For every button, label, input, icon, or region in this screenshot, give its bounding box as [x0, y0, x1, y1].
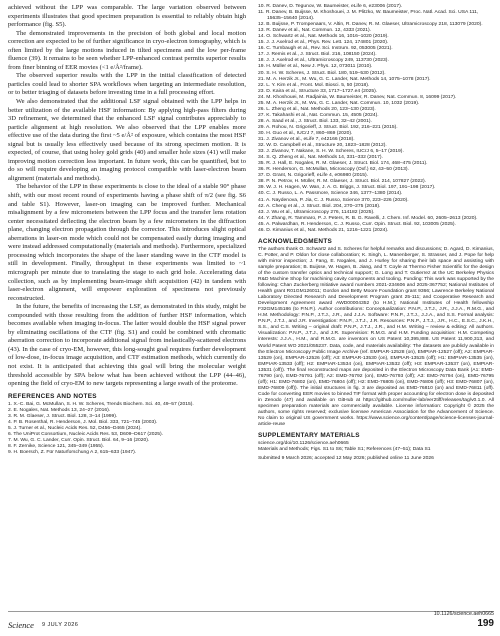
- reference-item: 39. W. J. H. Hagen, W. Wan, J. A. G. Briggs, J. Struct. Biol. 197, 191–198 (2017).: [258, 185, 436, 191]
- reference-item: 4. P. B. Rosenthal, R. Henderson, J. Mol. Biol. 333, 721–745 (2003).: [8, 419, 158, 425]
- reference-item: 21. M. A. Herzik Jr., M. Wu, G. C. Lander, Nat. Methods 14, 1075–1078 (2017).: [258, 76, 431, 82]
- references-list-left: [8, 402, 246, 456]
- reference-item: 38. P. N. Petrov, H. Müller, R. M. Glaeser, J. Struct. Biol. 214, 107827 (2022).: [258, 179, 427, 185]
- reference-item: 16. C. Turnbaugh et al., Rev. Sci. Instrum. 92, 053005 (2021).: [258, 46, 393, 52]
- reference-item: 18. J. J. Axelrod et al., Ultramicroscopy 249, 113730 (2023).: [258, 58, 389, 64]
- supplementary-heading: SUPPLEMENTARY MATERIALS: [258, 432, 360, 440]
- body-paragraph: The observed superior results with the LPP in the initial classification of detected particles could lead to shorter SPA workflows when targeting an intermediate resolution, or to better triaging of datasets before investing time in a full processing effort.: [8, 72, 246, 97]
- reference-item: 5. J. Turner et al., Nucleic Acids Res. 52, D456–D465 (2024).: [8, 425, 142, 431]
- reference-item: 32. W. D. Campbell et al., Structure 20, 1823–1828 (2012).: [258, 143, 387, 149]
- page-footer: [8, 611, 494, 632]
- doi-link[interactable]: 10.1126/science.aeh0665: [433, 611, 494, 617]
- reference-item: 37. D. Grant, N. Grigorieff, eLife 4, e06980 (2015).: [258, 173, 368, 179]
- supplementary-contents: Materials and Methods; Figs. S1 to S6; Table S1; References (47–51); Data S1: [258, 447, 431, 453]
- reference-item: 8. F. Zernike, Science 121, 345–349 (1955).: [8, 443, 105, 449]
- reference-item: 14. O. Schwartz et al., Nat. Methods 16, 1016–1020 (2019).: [258, 34, 389, 40]
- reference-item: 9. H. Boersch, Z. Für Naturforschung A 2, 615–633 (1947).: [8, 449, 137, 455]
- body-paragraph: In the future, the benefits of increasing the LSF, as demonstrated in this study, might be compounded with those resulting from the addition of further HSF information, which becomes available when imaging in-focus. The latter would double the HSF signal power by eliminating oscillations of the CTF (fig. S1) and could be combined with chromatic aberration correction to incorporate additional signal from inelastically-scattered electrons (43). In the case of cryo-EM, however, this long-sought goal requires further development of low-dose, in-focus image acquisition, and CTF estimation methods, which currently do not exist. It is anticipated that achieving this goal will bring the molecular weight threshold accessible by SPA below what has been achieved without the LPP (44–46), opening the field of cryo-EM to new targets representing a large swath of the proteome.: [8, 303, 246, 388]
- reference-item: 19. H. Müller et al., New J. Phys. 12, 073011 (2010).: [258, 64, 373, 70]
- reference-item: 43. J. Wu et al., Ultramicroscopy 276, 114182 (2025).: [258, 209, 375, 215]
- references-heading: REFERENCES AND NOTES: [8, 392, 97, 400]
- references-list-right: [258, 4, 494, 234]
- reference-item: 41. A. Naydenova, P. Jia, C. J. Russo, Science 370, 223–226 (2020).: [258, 197, 409, 203]
- reference-item: 40. C. J. Russo, L. A. Passmore, Science 346, 1377–1380 (2014).: [258, 191, 403, 197]
- reference-item: 23. D. Kaira et al., Structure 33, 1717–1727.e4 (2025).: [258, 88, 378, 94]
- supplementary-link[interactable]: science.org/doi/10.1126/science.aeh0665: [258, 441, 349, 447]
- acknowledgments-heading: ACKNOWLEDGMENTS: [258, 237, 333, 245]
- reference-item: 11. R. Danev, B. Buijsse, M. Khoshouei, J. M. Plitzko, W. Baumeister, Proc. Natl. Acad. Sci. USA 111, 15635–15640 (2014).: [258, 10, 479, 22]
- journal-name: Science: [8, 620, 34, 630]
- reference-item: 3. R. M. Glaeser, J. Struct. Biol. 128, 3–14 (1999).: [8, 413, 118, 419]
- reference-item: 7. M. Wu, G. C. Lander, Curr. Opin. Struct. Biol. 64, 9–16 (2020).: [8, 437, 150, 443]
- reference-item: 31. J. Zivanov et al., eLife 7, e42166 (2018).: [258, 137, 355, 143]
- reference-item: 6. The UniProt Consortium, Nucleic Acids Res. 53, D609–D617 (2025).: [8, 431, 163, 437]
- reference-item: 13. R. Danev et al., Nat. Commun. 12, 4333 (2021).: [258, 28, 372, 34]
- reference-item: 46. D. Kimanius et al., Nat. Methods 21, 1216–1221 (2024).: [258, 227, 389, 233]
- reference-item: 2. E. Nogales, Nat. Methods 13, 24–27 (2016).: [8, 407, 111, 413]
- reference-item: 27. K. Takahashi et al., Nat. Commun. 15, 4505 (2024).: [258, 112, 379, 118]
- reference-item: 44. Y. Zhang, R. Tammaro, P. J. Peters, R. B. G. Ravelli, J. Chem. Inf. Model. 60, 2605–2613 (2020).: [258, 215, 478, 221]
- reference-item: 45. A. Palwardhan, R. Henderson, C. J. Russo, Curr. Opin. Struct. Biol. 92, 103005 (2025).: [258, 221, 456, 227]
- body-text: [8, 4, 246, 389]
- reference-item: 33. J. Zivanov, T. Nakane, S. H. W. Scheres, IUCrJ 6, 5–17 (2019).: [258, 149, 404, 155]
- reference-item: 36. R. Henderson, G. McMullan, Microscopy (Oxf.) 62, 43–50 (2013).: [258, 167, 409, 173]
- page-number: 199: [477, 618, 494, 629]
- reference-item: 25. M. A. Herzik Jr., M. Wu, G. C. Lander, Nat. Commun. 10, 1032 (2019).: [258, 100, 420, 106]
- reference-item: 26. L. Zheng et al., Nat. Methods 20, 123–130 (2023).: [258, 106, 376, 112]
- reference-item: 35. R. J. Hall, E. Nogales, R. M. Glaeser, J. Struct. Biol. 174, 468–475 (2011).: [258, 161, 428, 167]
- body-paragraph: The demonstrated improvements in the precision of both global and local motion correction are expected to be of further significance in cryo-electron tomography, which is often limited by the large motions induced in tilted specimens and the low per-frame fluence (39). It remains to be seen whether LPP-enhanced contrast permits superior results from finer binning of EER movies (<1 e/Å²/frame).: [8, 29, 246, 71]
- body-paragraph: The behavior of the LPP in these experiments is close to the ideal of a stable 90° phase shift, with our most recent round of experiments having a phase shift of π/2 (see fig. S6 and table S1). However, laser-on imaging can be improved further. Mechanical misalignment by a few micrometers between the LPP focus and the transfer lens rotation center necessitated deflecting the electron beam by a few micrometers in the diffraction plane, changing electron propagation through the corrector. This introduces slight optical aberrations in laser-on mode which could not be compensated easily during imaging and were instead addressed computationally (materials and methods). Furthermore, specialized processing which incorporates the shape of the laser standing wave in the CTF model is still in development. Finally, throughput in these experiments was limited to ~1 micrograph per minute due to translating the stage to each grid hole. Accelerating data collection, such as by implementing beam-image shift acquisition (42) in tandem with laser-electron alignment, will empower exploration of specimens not previously reconstructed.: [8, 183, 246, 302]
- reference-item: 29. A. Rohou, N. Grigorieff, J. Struct. Biol. 192, 216–221 (2015).: [258, 124, 398, 130]
- reference-item: 1. X.-C. Bai, G. McMullan, S. H. W. Scheres, Trends Biochem. Sci. 40, 49–57 (2015).: [8, 401, 194, 407]
- reference-item: 34. S. Q. Zheng et al., Nat. Methods 14, 331–332 (2017).: [258, 155, 383, 161]
- reference-item: 10. R. Danev, D. Tegunov, W. Baumeister, eLife 6, e23006 (2017).: [258, 4, 403, 9]
- reference-item: 22. L. Y. Kim et al., Front. Mol. Biosci. 5, 50 (2018).: [258, 82, 370, 88]
- body-paragraph: We also demonstrated that the additional LSF signal obtained with the LPP helps in better utilization of the available HSF information: By applying high-pass filters during 3D refinement, we determined that the enhanced LSF signal contributes appreciably to particle alignment at high resolution. We also observed that the LPP enables more effective use of the data during the first ~5 e/Å² of exposure, which contains the most HSF signal but is usually less effectively used because of its strong specimen motion. It is expected, of course, that using holey gold grids (40) and smaller hole sizes (41) will make improving motion correction less important. In future work, this can be quantified, but to do so will require developing an imaging protocol compatible with laser-electron beam alignment (materials and methods).: [8, 98, 246, 182]
- reference-item: 24. M. Khoshouei, M. Radjainia, W. Baumeister, R. Danev, Nat. Commun. 8, 16099 (2017).: [258, 94, 457, 100]
- issue-date: 9 JULY 2026: [42, 622, 79, 628]
- reference-item: 20. S. H. W. Scheres, J. Struct. Biol. 180, 519–530 (2012).: [258, 70, 386, 76]
- reference-item: 15. J. J. Axelrod et al., Phys. Rev. Lett. 124, 174801 (2020).: [258, 40, 389, 46]
- right-column: [258, 4, 494, 462]
- reference-item: 30. H. Guo et al., IUCrJ 7, 860–869 (2020).: [258, 130, 353, 136]
- reference-item: 42. A. Cheng et al., J. Struct. Biol. 204, 270–275 (2018).: [258, 203, 381, 209]
- reference-item: 12. B. Buijsse, P. Trompenaars, V. Altin, R. Danev, R. M. Glaeser, Ultramicroscopy 218, 113079 (2020).: [258, 22, 483, 28]
- reference-item: 28. A. Saad et al., J. Struct. Biol. 133, 32–42 (2001).: [258, 118, 372, 124]
- reference-item: 17. J. Remis et al., J. Struct. Biol. 216, 108150 (2024).: [258, 52, 377, 58]
- body-paragraph: achieved without the LPP was comparable. The large variation observed between experiments illustrates that good specimen preparation is essential to reliably obtain high performance (fig. S5).: [8, 4, 246, 29]
- submission-dates: Submitted 9 March 2026; accepted 12 May 2026; published online 11 June 2026: [258, 456, 434, 462]
- acknowledgments-text: The authors thank O. Schwartz and S. Scheres for helpful remarks and discussions; D. Agard, D. Kimanius, C. Potter, and P. Oldon for close collaboration; K. Singh, L. Manenberger, S. Strasser, and J. Pope for help with mirror inspection; J. Fang, E. Nogales, and J. Hurley for sharing their lab space and assisting with sample preparation; B. Buijsse, W. Hagen, B. Jiang, and T. Coyle at Thermo Fisher Scientific for the design of the custom transfer optics and technical support; G. Long and T. Gutierrez at the UC Berkeley Physics R&D Machine Shop for machining cavity components and tooling. Funding: This work was supported by the following: Chan Zuckerberg Initiative award numbers 2021-234606 and 2025-367752; National Institutes of Health grant R01GM126011; Gordon and Betty Moore Foundation grant 9366; Lawrence Berkeley National Laboratory Directed Research and Development Program grant 25-111; and Cooperative Research and Development Agreement award AWD00004352 (to H.M.); National Institutes of Health fellowship F32GM145186 (to P.N.P.). Author contributions: Conceptualization: P.N.P., J.T.J., J.R., J.J.A., R.M.G., and H.M. Methodology: P.N.P., J.T.J., J.R., and J.J.A. Software: P.N.P., J.T.J., J.J.A., and S.S. Formal analysis: P.N.P., J.T.J., and J.R. Investigation: P.N.P., J.T.J., J.R. Resources: P.N.P., J.T.J., J.R., H.C., E.S.C., J.K.H., S.S., and C.S. Writing – original draft: P.N.P., J.T.J., J.R., and H.M. Writing – review & editing: All authors. Visualization: P.N.P., J.T.J., and J.R. Supervision: R.M.G. and H.M. Funding acquisition: H.M. Competing interests: J.J.A., H.M., and R.M.G. are inventors on US Patent 10,395,888. US Patent 11,900,313, and World Patent WO 2021/055237. Data, code, and materials availability: The datasets are publicly available in the Electron Microscopy Public Image Archive (ref. EMPIAR-12528 (on), EMPIAR-12527 (off); A2: EMPIAR-13529 (on), EMPIAR-12526 (off); A3: EMPIAR-13530 (on), EMPIAR-13525 (off); H1: EMPIAR-13535 (on), EMPIAR-13533 (off); H2: EMPIAR-13534 (on), EMPIAR-13532 (off); H3: EMPIAR-13537 (on), EMPIAR-13531 (off)). The final reconstructed maps are deposited in the Electron Microscopy Data Bank (A1: EMD-76790 (on), EMD-76791 (off); A2: EMD-76792 (on), EMD-76793 (off); A3: EMD-76794 (on), EMD-76795 (off); H1: EMD-76802 (on), EMD-76804 (off); H2: EMD-76805 (on), EMD-76806 (off); H3: EMD-76807 (on), EMD-76809 (off)). The initial structures in fig. 3 are deposited as EMD-76810 (on) and EMD-76811 (off). Code for converting EER movies to binned TIF format with proper accounting for electron dose is deposited in Zenodo (47) and available on GitHub at https://github.com/muller-lab/eer2tiff/releases/tag/v0.1.0. All specimen preparation materials are commercially available. License information: Copyright © 2025 the authors, some rights reserved; exclusive licensee American Association for the Advancement of Science. No claim to original US government works. https://www.science.org/content/page/science-licenses-journal-article-reuse: [258, 246, 494, 428]
- left-column: [8, 4, 246, 456]
